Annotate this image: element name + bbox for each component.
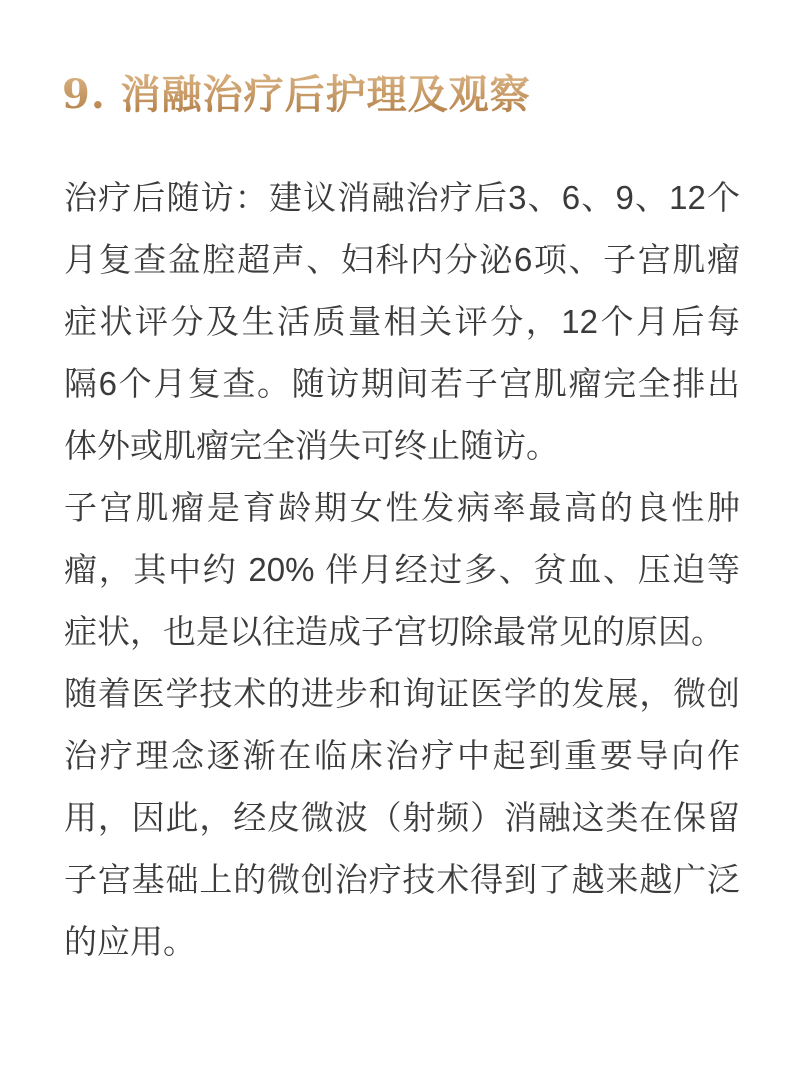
paragraph (64, 477, 740, 663)
text-line: 子宫肌瘤是育龄期女性发病率最高的良性肿 (64, 489, 740, 526)
text-line: 隔6个月复查。随访期间若子宫肌瘤完全排出 (64, 365, 740, 402)
text-line: 随着医学技术的进步和询证医学的发展，微创 (64, 675, 740, 712)
text-line: 症状评分及生活质量相关评分，12个月后每 (64, 303, 740, 340)
section-heading: 9. 消融治疗后护理及观察 (62, 72, 740, 118)
text-line: 月复查盆腔超声、妇科内分泌6项、子宫肌瘤 (64, 241, 740, 278)
text-line: 体外或肌瘤完全消失可终止随访。 (64, 427, 559, 464)
article-body (64, 167, 740, 973)
text-line: 子宫基础上的微创治疗技术得到了越来越广泛 (64, 861, 740, 898)
paragraph (64, 167, 740, 477)
text-line: 瘤，其中约 20% 伴月经过多、贫血、压迫等 (64, 551, 740, 588)
text-line: 治疗后随访：建议消融治疗后3、6、9、12个 (64, 179, 740, 216)
text-line: 的应用。 (64, 923, 196, 960)
text-line: 用，因此，经皮微波（射频）消融这类在保留 (64, 799, 740, 836)
text-line: 症状，也是以往造成子宫切除最常见的原因。 (64, 613, 724, 650)
paragraph (64, 663, 740, 973)
text-line: 治疗理念逐渐在临床治疗中起到重要导向作 (64, 737, 740, 774)
